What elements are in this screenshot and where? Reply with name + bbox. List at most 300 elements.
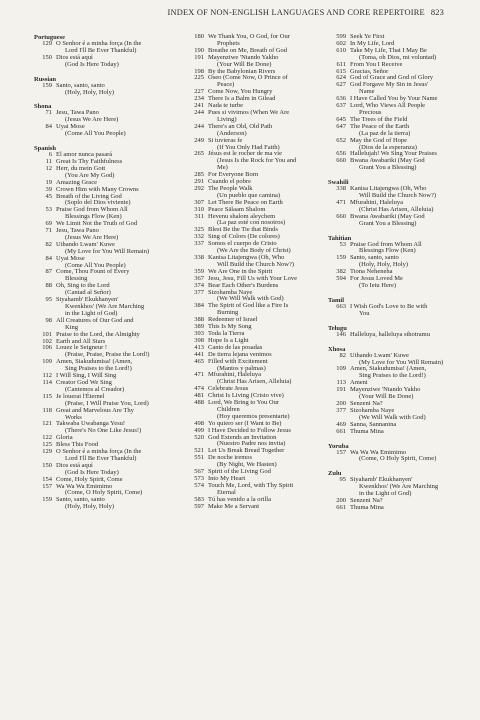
hymn-title-continuation: (Un pueblo que camina) <box>217 191 280 199</box>
hymn-entry <box>186 75 321 89</box>
hymn-entry <box>186 34 321 48</box>
hymn-title-line: Bless This Food <box>56 441 99 449</box>
hymn-entry <box>328 103 456 117</box>
hymn-title <box>208 151 321 172</box>
hymn-number: 249 <box>194 136 204 144</box>
language-heading: Shona <box>34 103 52 111</box>
hymn-entry <box>34 242 174 256</box>
hymn-entry <box>186 372 321 386</box>
hymn-title-continuation: Will Build the Church Now?) <box>217 260 295 268</box>
hymn-title-line: Santo, santo, santo <box>56 496 105 504</box>
hymn-number: 377 <box>336 406 346 414</box>
hymn-title-line: Blest Be the Tie that Binds <box>208 226 278 234</box>
hymn-title-continuation: (Praise, I Will Praise You, Lord) <box>65 399 149 407</box>
index-title: INDEX OF NON-ENGLISH LANGUAGES AND CORE REPERTOIRE <box>167 8 425 17</box>
hymn-number: 234 <box>194 95 204 103</box>
hymn-entry <box>186 138 321 152</box>
hymn-title-line: We Limit Not the Truth of God <box>56 220 138 228</box>
hymn-title-line: The Trees of the Field <box>350 115 408 123</box>
hymn-title-line: Dios está aquí <box>56 461 93 469</box>
hymn-title-continuation: (Your Will Be Done) <box>359 393 414 401</box>
hymn-title-line: Crown Him with Many Crowns <box>56 185 139 193</box>
hymn-title <box>350 214 456 228</box>
hymn-number: 71 <box>45 109 52 117</box>
hymn-title <box>208 290 321 304</box>
hymn-title-line: Takwaba Uwabanga Yesu! <box>56 420 126 428</box>
hymn-title <box>208 214 321 228</box>
hymn-entry <box>186 96 321 103</box>
hymn-title <box>350 103 456 117</box>
hymn-title <box>56 110 174 124</box>
hymn-title <box>350 138 456 152</box>
hymn-number: 88 <box>45 282 52 290</box>
hymn-title-continuation: Living) <box>217 115 237 123</box>
hymn-title <box>56 166 174 180</box>
hymn-entry <box>34 394 174 408</box>
hymn-number: 159 <box>42 496 52 504</box>
hymn-title-line: We Thank You, O God, for Our <box>208 33 290 40</box>
hymn-title-line: Amazing Grace <box>56 178 97 186</box>
hymn-number: 159 <box>42 81 52 89</box>
hymn-title-continuation: (We Will Walk with God) <box>217 295 284 303</box>
hymn-number: 53 <box>45 206 52 214</box>
hymn-title-line: Mayenziwe 'Ntando Yakho <box>208 53 279 61</box>
hymn-title <box>56 345 174 359</box>
hymn-title <box>350 353 456 367</box>
hymn-title <box>56 41 174 55</box>
hymn-entry <box>186 110 321 124</box>
hymn-entry <box>34 463 174 477</box>
hymn-title <box>56 55 174 69</box>
hymn-title-line: Uyai Mose <box>56 254 85 262</box>
hymn-title <box>56 359 174 373</box>
hymn-title-line: Dios está aquí <box>56 53 93 61</box>
hymn-entry <box>34 283 174 297</box>
hymn-number: 310 <box>194 205 204 213</box>
hymn-title-line: Celebrate Jesus <box>208 385 249 393</box>
hymn-title-line: We Are One in the Spirit <box>208 267 273 275</box>
hymn-entry <box>328 477 456 498</box>
hymn-title-continuation: (If You Only Had Faith) <box>217 143 280 151</box>
hymn-title-line: Take My Life, That I May Be <box>350 46 427 54</box>
hymn-number: 12 <box>45 164 52 172</box>
hymn-title <box>208 504 321 511</box>
hymn-title-continuation: Burning <box>217 309 239 317</box>
hymn-number: 624 <box>336 74 346 82</box>
hymn-number: 636 <box>336 95 346 103</box>
hymn-number: 244 <box>194 122 204 130</box>
hymn-title-line: Mfurahini, Haleluya <box>208 371 262 379</box>
hymn-title-line: This Is My Song <box>208 323 252 331</box>
hymn-number: 611 <box>336 60 346 68</box>
hymn-title <box>208 483 321 497</box>
hymn-title-continuation: (Christ Has Arisen, Alleluia) <box>217 378 292 386</box>
hymn-number: 180 <box>194 33 204 40</box>
hymn-number: 610 <box>336 46 346 54</box>
hymn-title <box>350 387 456 401</box>
hymn-entry <box>186 290 321 304</box>
hymn-number: 594 <box>336 275 346 283</box>
hymn-entry <box>34 124 174 138</box>
hymn-number: 627 <box>336 81 346 89</box>
hymn-entry <box>34 194 174 208</box>
hymn-title <box>56 421 174 435</box>
hymn-title-line: Thuma Mina <box>350 427 384 435</box>
hymn-title-continuation: You <box>359 309 370 317</box>
hymn-title-line: Sizohamba Naye <box>350 406 395 414</box>
index-column-2 <box>186 34 321 511</box>
hymn-title-line: By the Babylonian Rivers <box>208 67 276 75</box>
hymn-title-continuation: Kwenkhos' (We Are Marching <box>359 483 439 491</box>
hymn-title-continuation: Children <box>217 405 240 413</box>
hymn-number: 114 <box>42 378 52 386</box>
language-heading: Spanish <box>34 145 57 153</box>
hymn-title <box>56 463 174 477</box>
hymn-number: 471 <box>336 198 346 206</box>
hymn-number: 441 <box>194 350 204 358</box>
hymn-title <box>350 200 456 214</box>
hymn-title <box>208 241 321 255</box>
hymn-entry <box>34 269 174 283</box>
hymn-title <box>350 366 456 380</box>
hymn-title-continuation: Peace) <box>217 81 235 89</box>
hymn-entry <box>186 359 321 373</box>
hymn-number: 325 <box>194 226 204 234</box>
hymn-number: 388 <box>194 316 204 324</box>
hymn-title-line: Mfurahini, Haleluya <box>350 198 404 206</box>
hymn-title-line: The Spirit of God like a Fire Is <box>208 302 289 310</box>
hymn-title-line: God Extends an Invitation <box>208 433 277 441</box>
hymn-title-line: Come, Holy Spirit, Come <box>56 475 123 483</box>
hymn-entry <box>186 331 321 338</box>
hymn-title <box>56 207 174 221</box>
hymn-number: 285 <box>194 171 204 179</box>
hymn-title-line: Ameni <box>350 379 368 387</box>
hymn-title-line: Jesu, Tawa Pano <box>56 227 99 235</box>
hymn-title-line: Great Is Thy Faithfulness <box>56 157 123 165</box>
hymn-number: 413 <box>194 343 204 351</box>
hymn-entry <box>328 450 456 464</box>
hymn-entry <box>328 158 456 172</box>
language-heading: Tamil <box>328 296 345 304</box>
hymn-title-line: Bwana Awabariki (May God <box>350 212 425 220</box>
hymn-entry <box>34 256 174 270</box>
hymn-entry <box>186 283 321 290</box>
hymn-title <box>56 242 174 256</box>
hymn-title <box>208 255 321 269</box>
hymn-entry <box>34 380 174 394</box>
page-header <box>167 8 444 17</box>
hymn-number: 6 <box>48 151 52 159</box>
hymn-number: 84 <box>45 254 52 262</box>
hymn-title <box>56 269 174 283</box>
hymn-title-continuation: in the Light of God) <box>65 309 118 317</box>
hymn-entry <box>328 186 456 200</box>
hymn-number: 481 <box>194 392 204 400</box>
hymn-number: 125 <box>42 441 52 449</box>
hymn-title-continuation: (Cantad al Señor) <box>65 289 111 297</box>
hymn-title-line: Breath of the Living God <box>56 192 122 200</box>
hymn-title <box>350 332 456 339</box>
hymn-title-line: De noche iremos <box>208 454 253 462</box>
hymn-title-line: May the God of Hope <box>350 136 408 144</box>
hymn-title <box>56 297 174 318</box>
hymn-number: 115 <box>42 392 52 400</box>
hymn-number: 84 <box>45 123 52 131</box>
hymn-title-line: Amen, Siakudumisa! (Amen, <box>350 365 427 373</box>
hymn-title-line: O Senhor é a minha força (In the <box>56 40 142 47</box>
hymn-title-continuation: (God Is Here Today) <box>65 468 119 476</box>
hymn-title-line: Great and Marvelous Are Thy <box>56 406 134 414</box>
hymn-number: 265 <box>194 150 204 158</box>
hymn-title-continuation: (Your Will Be Done) <box>217 60 272 68</box>
hymn-title-line: All Creatures of Our God and <box>56 316 134 324</box>
hymn-title-line: Wa Wa Wa Emimimo <box>56 482 113 490</box>
hymn-entry <box>328 505 456 512</box>
hymn-number: 499 <box>194 426 204 434</box>
hymn-title-line: Pues si vivimos (When We Are <box>208 108 290 116</box>
hymn-entry <box>186 317 321 324</box>
hymn-title <box>350 408 456 422</box>
hymn-title-continuation: (Holy, Holy, Holy) <box>359 261 408 269</box>
hymn-title-line: I Have Decided to Follow Jesus <box>208 426 291 434</box>
hymn-title <box>350 48 456 62</box>
hymn-number: 95 <box>339 476 346 484</box>
hymn-entry <box>328 276 456 290</box>
hymn-number: 19 <box>45 178 52 186</box>
hymn-title-line: Oseo (Come Now, O Prince of <box>208 74 288 82</box>
hymn-title <box>208 303 321 317</box>
hymn-number: 583 <box>194 495 204 503</box>
hymn-title-line: El amor nunca pasará <box>56 151 113 159</box>
hymn-title-continuation: (Praise, Praise, Praise the Lord!) <box>65 351 150 359</box>
hymn-title-line: Gloria <box>56 434 73 442</box>
hymn-title-line: For Jesus Loved Me <box>350 275 403 283</box>
hymn-number: 150 <box>42 53 52 61</box>
hymn-entry <box>186 400 321 421</box>
hymn-number: 227 <box>194 88 204 96</box>
hymn-title-line: Uyai Mose <box>56 123 85 131</box>
hymn-number: 191 <box>336 386 346 394</box>
hymn-title-line: Herr, du mein Gott <box>56 164 106 172</box>
hymn-title-line: Bwana Awabariki (May God <box>350 157 425 165</box>
hymn-entry <box>328 48 456 62</box>
hymn-title-line: Hevenu shalom aleychem <box>208 212 276 220</box>
hymn-title <box>208 138 321 152</box>
hymn-title <box>208 455 321 469</box>
hymn-title-line: Sanna, Sannanina <box>350 420 397 428</box>
hymn-title-continuation: (Come All You People) <box>65 261 126 269</box>
hymn-title-continuation: (We Will Walk with God) <box>359 413 426 421</box>
hymn-entry <box>186 124 321 138</box>
hymn-title-line: Kanisa Litajengwa (Oh, Who <box>350 185 427 193</box>
hymn-number: 191 <box>194 53 204 61</box>
hymn-title-line: Santo, santo, santo <box>350 254 399 262</box>
hymn-title-line: I Will Sing, I Will Sing <box>56 372 117 380</box>
hymn-number: 382 <box>336 268 346 276</box>
hymn-number: 567 <box>194 468 204 476</box>
hymn-title-line: Make Me a Servant <box>208 502 260 510</box>
hymn-title-continuation: Precious <box>359 108 382 116</box>
hymn-number: 337 <box>194 240 204 248</box>
page-number: 823 <box>430 8 444 17</box>
hymn-title <box>350 124 456 138</box>
hymn-title-continuation: (We Are the Body of Christ) <box>217 247 291 255</box>
hymn-entry <box>328 242 456 256</box>
hymn-title-line: Sing of Colors (De colores) <box>208 233 280 241</box>
hymn-entry <box>186 55 321 69</box>
hymn-title-line: I Have Called You by Your Name <box>350 95 438 103</box>
hymn-title <box>208 75 321 89</box>
hymn-title-line: Praise to the Lord, the Almighty <box>56 330 140 338</box>
hymn-title-line: Gracias, Señor <box>350 67 389 75</box>
hymn-number: 82 <box>45 240 52 248</box>
hymn-number: 109 <box>336 365 346 373</box>
hymn-entry <box>186 186 321 200</box>
hymn-title-continuation: Me) <box>217 164 228 172</box>
hymn-number: 69 <box>45 220 52 228</box>
hymn-title-continuation: Sing Praises to the Lord!) <box>359 372 426 380</box>
hymn-title-line: Jesu, Tawa Pano <box>56 109 99 117</box>
language-heading: Zulu <box>328 470 342 478</box>
hymn-entry <box>186 214 321 228</box>
hymn-title <box>56 408 174 422</box>
hymn-title-line: Bear Each Other's Burdens <box>208 281 279 289</box>
hymn-entry <box>328 353 456 367</box>
hymn-title-continuation: (Jesus We Are Here) <box>65 116 119 124</box>
hymn-title-line: Into My Heart <box>208 475 246 482</box>
hymn-number: 374 <box>194 281 204 289</box>
hymn-title-line: Louez le Seigneur ! <box>56 344 108 352</box>
hymn-number: 71 <box>45 227 52 235</box>
hymn-title-line: Come, Thou Fount of Every <box>56 268 130 276</box>
hymn-title-line: Filled with Excitement <box>208 357 268 365</box>
hymn-title <box>56 124 174 138</box>
hymn-entry <box>34 345 174 359</box>
hymn-number: 109 <box>42 358 52 366</box>
hymn-title <box>208 124 321 138</box>
hymn-title-line: Halleluya, halleluya sthotramu <box>350 330 430 338</box>
hymn-title-continuation: (Come, O Holy Spirit, Come) <box>65 489 143 497</box>
hymn-entry <box>34 297 174 318</box>
hymn-entry <box>34 207 174 221</box>
hymn-title <box>208 435 321 449</box>
hymn-number: 367 <box>194 274 204 282</box>
hymn-title-line: Tiona Neheneha <box>350 268 393 276</box>
hymn-title <box>350 276 456 290</box>
hymn-title-line: Sizohamba Naye <box>208 288 253 296</box>
hymn-title-line: Creator God We Sing <box>56 378 112 386</box>
hymn-entry <box>186 504 321 511</box>
hymn-title-continuation: (Hoy queremos presentarte) <box>217 412 290 420</box>
hymn-title-continuation: (By Night, We Hasten) <box>217 461 277 469</box>
hymn-title-line: Spirit of the Living God <box>208 468 271 476</box>
hymn-title-line: Canto de las posadas <box>208 343 263 351</box>
hymn-entry <box>328 200 456 214</box>
hymn-title-continuation: (Anderson) <box>217 129 247 137</box>
hymn-entry <box>186 303 321 317</box>
hymn-number: 384 <box>194 302 204 310</box>
hymn-title-continuation: (Holy, Holy, Holy) <box>65 503 114 511</box>
hymn-title-continuation: (Mantos y palmas) <box>217 364 266 372</box>
hymn-title <box>56 318 174 332</box>
hymn-title-line: Tú has venido a la orilla <box>208 495 271 503</box>
hymn-title-continuation: (Come All You People) <box>65 130 126 138</box>
hymn-number: 244 <box>194 108 204 116</box>
hymn-entry <box>34 55 174 69</box>
hymn-title <box>208 110 321 124</box>
hymn-title-line: Kanisa Litajengwa (Oh, Who <box>208 254 285 261</box>
hymn-title-continuation: Blessings Flow (Ken) <box>359 247 416 255</box>
hymn-number: 574 <box>194 481 204 489</box>
hymn-number: 521 <box>194 447 204 455</box>
hymn-number: 190 <box>194 46 204 54</box>
hymn-entry <box>186 151 321 172</box>
hymn-title <box>56 380 174 394</box>
hymn-number: 469 <box>336 420 346 428</box>
hymn-title-continuation: (Soplo del Dios viviente) <box>65 199 131 207</box>
hymn-title-continuation: Name <box>359 88 375 96</box>
hymn-title-line: Thuma Mina <box>350 503 384 511</box>
hymn-title-line: Wa Wa Wa Emimimo <box>350 448 407 456</box>
hymn-title-continuation: Kwenkhos' (We Are Marching <box>65 303 145 310</box>
index-column-3 <box>328 34 456 512</box>
hymn-title-line: Let Us Break Bread Together <box>208 447 285 455</box>
hymn-title-line: There Is a Balm in Gilead <box>208 95 276 103</box>
hymn-entry <box>328 138 456 152</box>
hymn-entry <box>34 228 174 242</box>
hymn-title-line: God of Grace and God of Glory <box>350 74 434 82</box>
hymn-number: 157 <box>42 482 52 490</box>
hymn-entry <box>34 166 174 180</box>
hymn-title-line: Amen, Siakudumisa! (Amen, <box>56 358 133 366</box>
hymn-entry <box>186 172 321 179</box>
hymn-number: 615 <box>336 67 346 75</box>
hymn-title-continuation: Lord I'll Be Ever Thankful) <box>65 46 137 54</box>
hymn-number: 98 <box>45 316 52 324</box>
hymn-title-continuation: in the Light of God) <box>359 490 412 498</box>
hymn-number: 498 <box>194 419 204 427</box>
hymn-title-continuation: (You Are My God) <box>65 171 115 179</box>
hymn-number: 398 <box>194 336 204 344</box>
hymn-number: 129 <box>42 448 52 456</box>
hymn-title-continuation: (To Ietu Here) <box>359 282 397 289</box>
hymn-title <box>350 450 456 464</box>
hymn-number: 663 <box>336 302 346 310</box>
hymn-number: 106 <box>42 344 52 352</box>
hymn-title-continuation: (Christ Has Arisen, Alleluia) <box>359 205 434 213</box>
hymn-number: 113 <box>336 379 346 387</box>
hymn-entry <box>34 408 174 422</box>
hymn-title <box>56 394 174 408</box>
hymn-entry <box>328 387 456 401</box>
hymn-title <box>208 186 321 200</box>
hymn-title-line: Nada te turbe <box>208 102 244 110</box>
hymn-title-line: Lord, We Bring to You Our <box>208 399 280 407</box>
hymn-title-continuation: (Dios de la esperanza) <box>359 143 417 151</box>
language-heading: Xhosa <box>328 345 346 353</box>
hymn-number: 39 <box>45 185 52 193</box>
hymn-entry <box>328 422 456 429</box>
hymn-title-line: Earth and All Stars <box>56 337 106 345</box>
hymn-title-line: Touch Me, Lord, with Thy Spirit <box>208 481 294 489</box>
hymn-title-line: Christ Is Living (Cristo vive) <box>208 392 284 400</box>
hymn-title-line: Uthando Lwam' Kuwe <box>56 240 115 248</box>
hymn-entry <box>328 82 456 96</box>
hymn-entry <box>328 429 456 436</box>
hymn-title-continuation: Lord I'll Be Ever Thankful) <box>65 454 137 462</box>
hymn-entry <box>34 318 174 332</box>
